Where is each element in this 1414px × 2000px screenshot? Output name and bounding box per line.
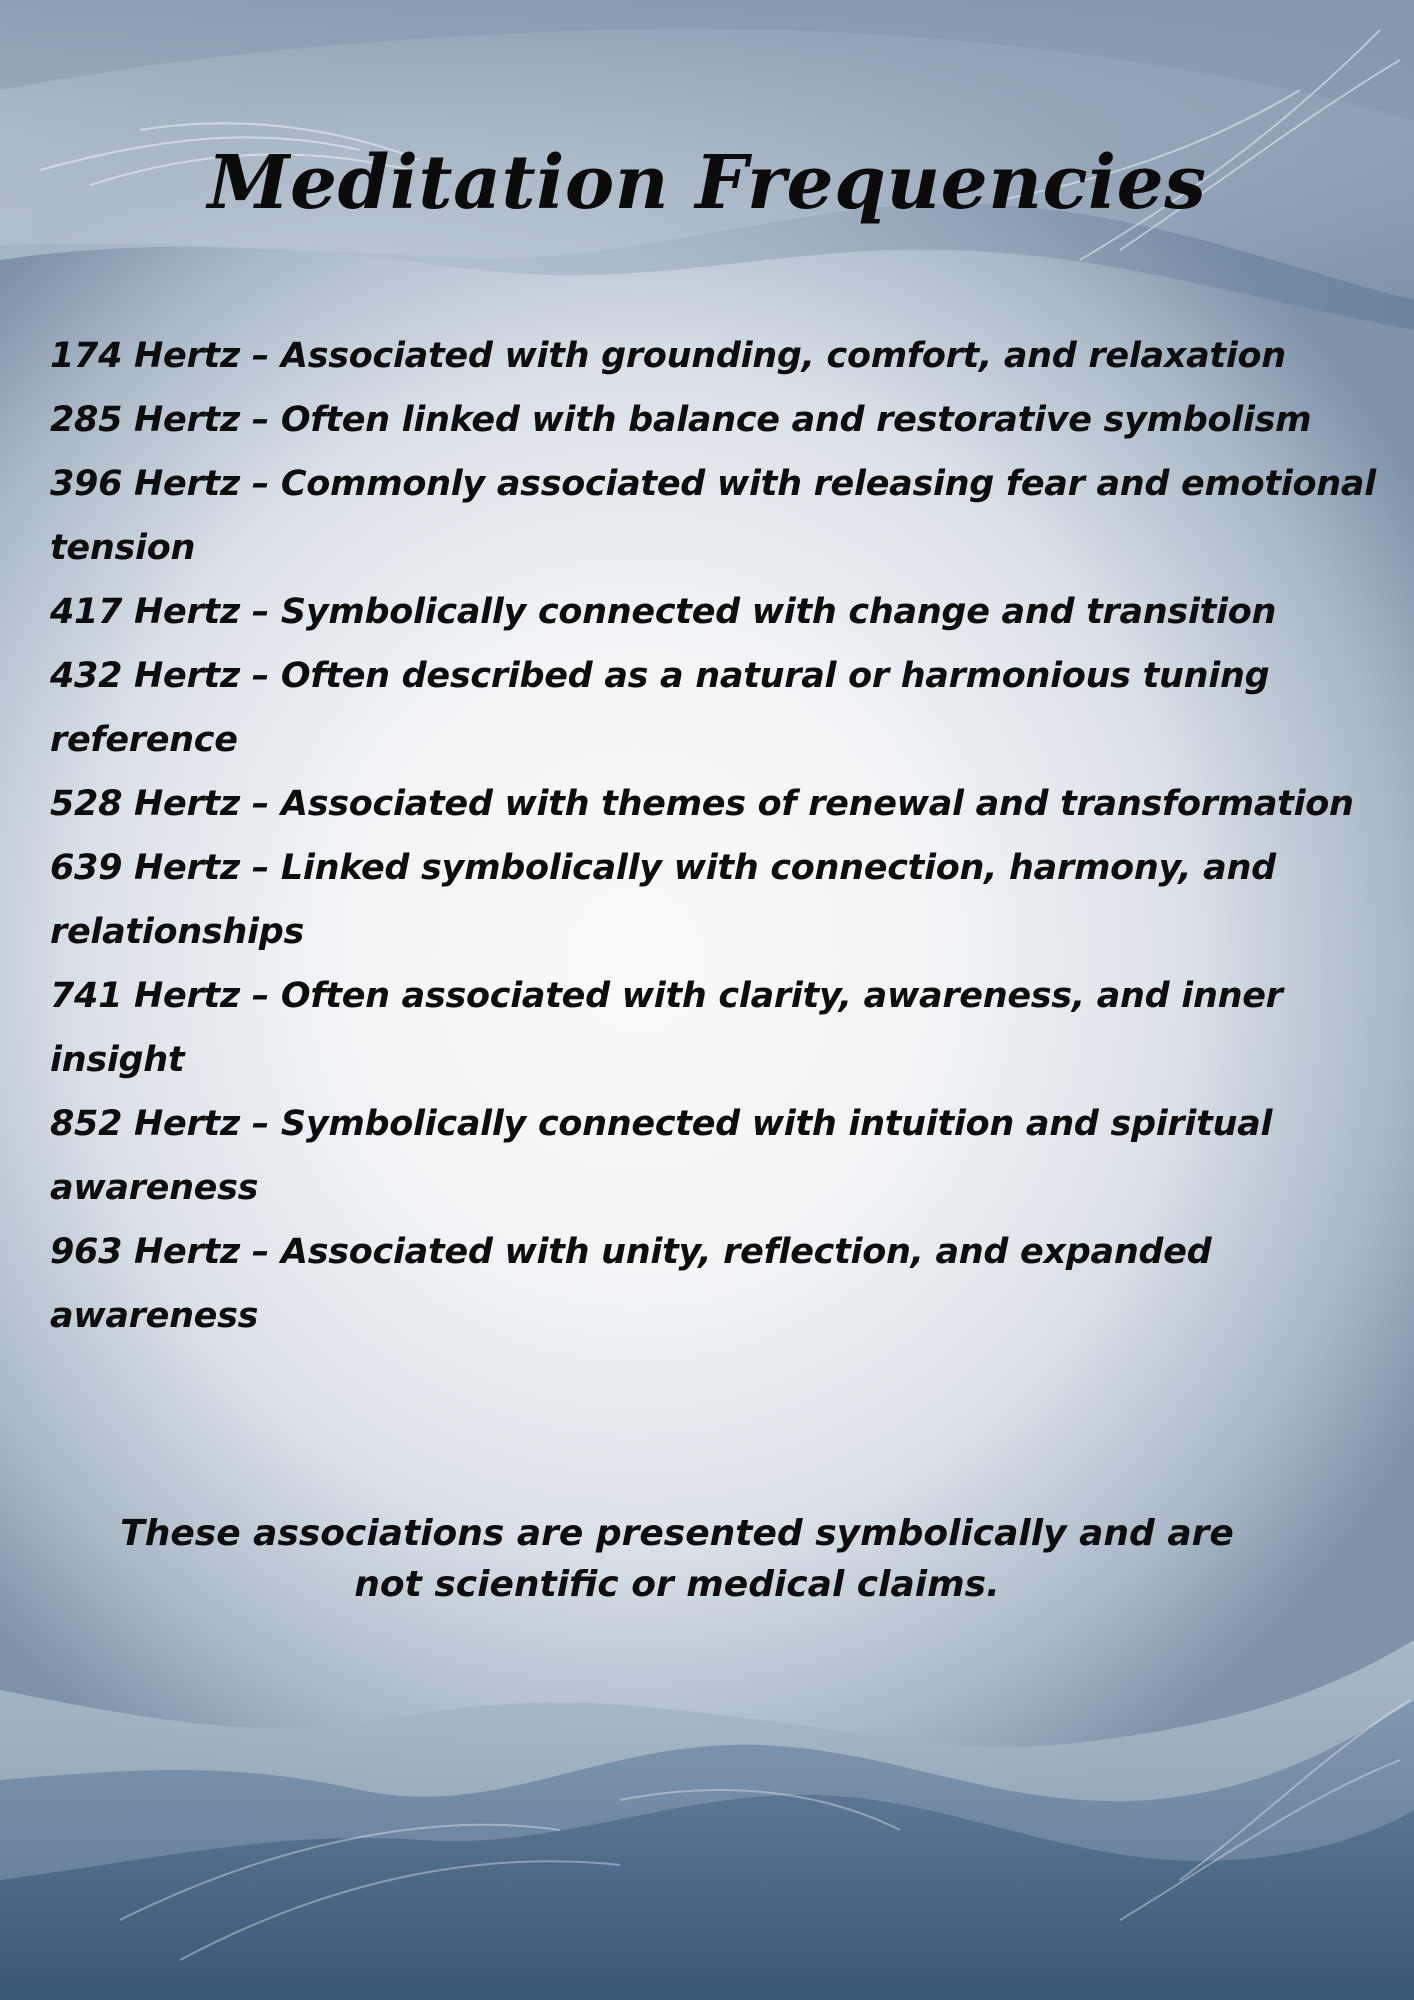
list-item: 528 Hertz – Associated with themes of renewal and transformation <box>50 784 1354 824</box>
list-item: 432 Hertz – Often described as a natural or harmonious tuning reference <box>50 656 1270 760</box>
frequency-list <box>50 324 1390 1348</box>
list-item: 417 Hertz – Symbolically connected with change and transition <box>50 592 1277 632</box>
list-item: 639 Hertz – Linked symbolically with connection, harmony, and relationships <box>50 848 1276 952</box>
disclaimer-text: These associations are presented symbolically and are not scientific or medical claims. <box>120 1513 1234 1605</box>
page-title: Meditation Frequencies <box>207 140 1207 226</box>
list-item: 174 Hertz – Associated with grounding, comfort, and relaxation <box>50 336 1286 376</box>
list-item: 963 Hertz – Associated with unity, reflection, and expanded awareness <box>50 1232 1212 1336</box>
list-item: 741 Hertz – Often associated with clarity, awareness, and inner insight <box>50 976 1283 1080</box>
list-item: 396 Hertz – Commonly associated with releasing fear and emotional tension <box>50 464 1376 568</box>
list-item: 852 Hertz – Symbolically connected with intuition and spiritual awareness <box>50 1104 1273 1208</box>
list-item: 285 Hertz – Often linked with balance and restorative symbolism <box>50 400 1312 440</box>
